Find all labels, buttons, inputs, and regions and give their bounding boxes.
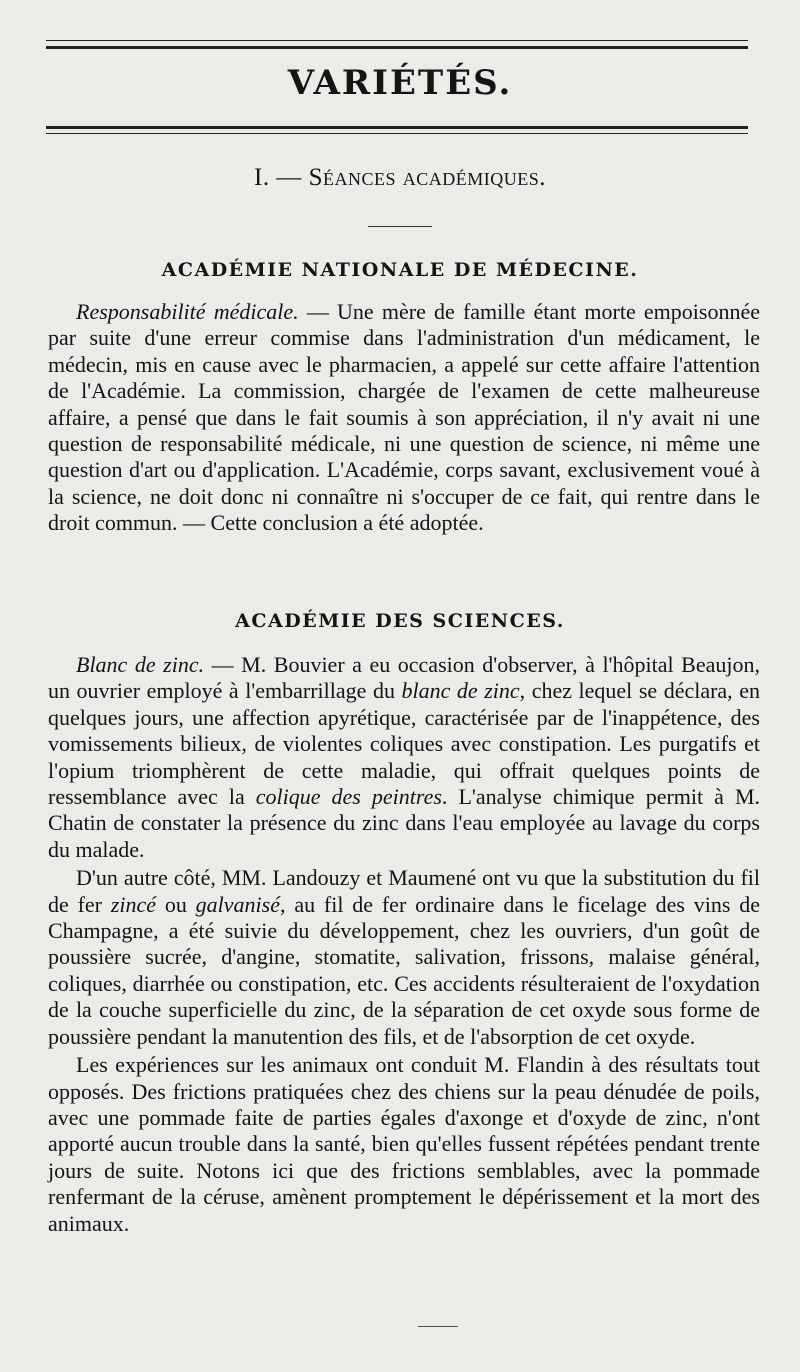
paragraph-lead: Responsabilité médicale. (76, 299, 299, 324)
italic-term: colique des peintres (255, 784, 442, 810)
paragraph-lead: Blanc de zinc. (76, 652, 205, 677)
title-rule-thin (46, 133, 748, 134)
top-rule-thick (46, 46, 748, 49)
paragraph-text: ou (156, 891, 196, 917)
italic-term: zincé (110, 891, 157, 917)
italic-term: galvanisé (195, 891, 280, 917)
paragraph (48, 299, 760, 537)
section-title (0, 164, 800, 192)
section-name: Séances académiques. (308, 164, 546, 191)
title-rule-thick (46, 126, 748, 129)
paragraph (48, 865, 760, 1050)
paragraph-text: — Une mère de famille étant morte empoisonnée par suite d'une erreur commise dans l'administration d'un médicament, le médecin, mis en cause avec le pharmacien, a appelé sur cette affaire l'attention de l'Académie. La commission, chargée de l'examen de cette malheureuse affaire, a pensé que dans le fait soumis à son appréciation, il n'y avait ni une question de responsabilité médicale, ni une question de science, ni même une question d'art ou d'application. L'Académie, corps savant, exclusivement voué à la science, ne doit donc ni connaître ni s'occuper de ce fait, qui rentre dans le droit commun. — Cette conclusion a été adoptée. (48, 299, 760, 536)
paragraph-text: D'un autre côté, MM. Landouzy et Maumené ont vu que la substitution du fil de fer (48, 865, 760, 917)
paragraph-text: , chez lequel se déclara, en quelques jours, une affection apyrétique, caractérisée par de l'inappétence, des vomissements bilieux, de violentes coliques avec constipation. Les purgatifs et l'opium triomphèrent de cette maladie, qui offrait quelques points de ressemblance avec la (48, 678, 760, 810)
heading-academie-sciences: ACADÉMIE DES SCIENCES. (235, 610, 565, 632)
paragraph: Les expériences sur les animaux ont conduit M. Flandin à des résultats tout opposés. Des frictions pratiquées chez des chiens sur la peau dénudée de poils, avec une pommade faite de parties égales d'axonge et d'oxyde de zinc, n'ont apporté aucun trouble dans la santé, bien qu'elles fussent répétées pendant trente jours de suite. Notons ici que des frictions semblables, avec la pommade renfermant de la céruse, amènent promptement le dépérissement et la mort des animaux. (48, 1052, 760, 1236)
section-dash: — (276, 164, 302, 191)
footer-rule (418, 1326, 458, 1327)
italic-term: blanc de zinc (401, 678, 520, 704)
paragraph-text: — M. Bouvier a eu occasion d'observer, à l'hôpital Beaujon, un ouvrier employé à l'embarrillage du (48, 652, 760, 704)
paragraph-text: . L'analyse chimique permit à M. Chatin de constater la présence du zinc dans l'eau employée au lavage du corps du malade. (48, 784, 761, 862)
section-divider (368, 226, 432, 227)
page-title: VARIÉTÉS. (287, 63, 513, 103)
section-number: I. (254, 164, 270, 191)
heading-academie-medecine: ACADÉMIE NATIONALE DE MÉDECINE. (161, 259, 639, 281)
medecine-body (48, 299, 760, 537)
paragraph-text: , au fil de fer ordinaire dans le ficelage des vins de Champagne, a été suivie du développement, chez les ouvriers, d'un goût de poussière sucrée, d'angine, stomatite, salivation, frissons, malaise général, coliques, diarrhée ou constipation, etc. Ces accidents résulteraient de l'oxydation de la couche superficielle du zinc, de la séparation de cet oxyde sous forme de poussière pendant la manutention des fils, et de l'absorption de cet oxyde. (48, 891, 760, 1049)
top-rule-thin (46, 40, 748, 41)
paragraph (48, 652, 760, 863)
sciences-body (48, 652, 760, 1237)
